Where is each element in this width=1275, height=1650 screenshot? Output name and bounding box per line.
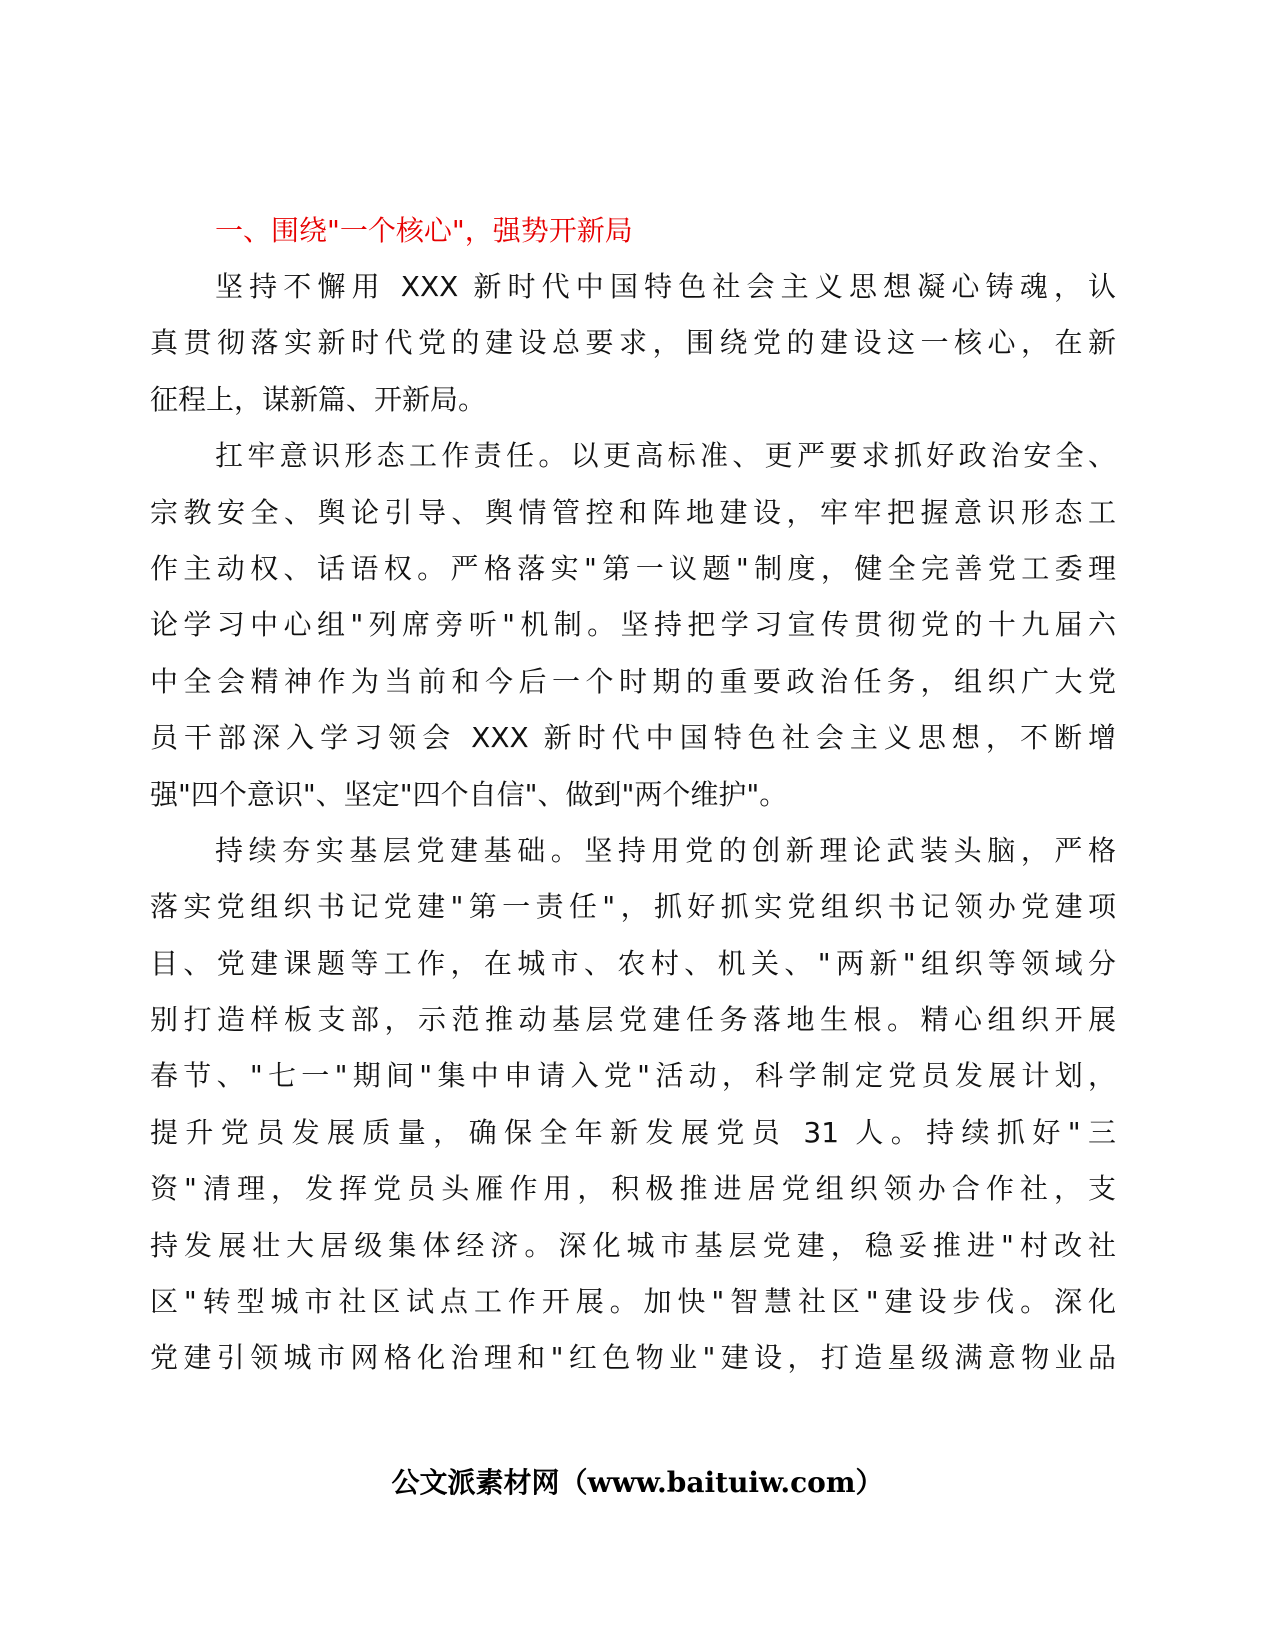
paragraph-line: 提升党员发展质量，确保全年新发展党员 31 人。持续抓好"三 — [150, 1115, 1116, 1149]
paragraph-grassroots — [150, 823, 1116, 1387]
paragraph-line: 持发展壮大居级集体经济。深化城市基层党建，稳妥推进"村改社 — [150, 1228, 1116, 1262]
paragraph-line: 强"四个意识"、坚定"四个自信"、做到"两个维护"。 — [150, 777, 788, 811]
paragraph-line: 作主动权、话语权。严格落实"第一议题"制度，健全完善党工委理 — [150, 551, 1116, 585]
paragraph-line: 区"转型城市社区试点工作开展。加快"智慧社区"建设步伐。深化 — [150, 1285, 1116, 1319]
paragraph-ideology — [150, 428, 1116, 823]
section-heading: 一、围绕"一个核心"，强势开新局 — [215, 214, 633, 247]
paragraph-line: 论学习中心组"列席旁听"机制。坚持把学习宣传贯彻党的十九届六 — [150, 608, 1116, 642]
paragraph-line: 中全会精神作为当前和今后一个时期的重要政治任务，组织广大党 — [150, 664, 1116, 698]
paragraph-line: 持续夯实基层党建基础。坚持用党的创新理论武装头脑，严格 — [215, 833, 1116, 867]
paragraph-line: 员干部深入学习领会 XXX 新时代中国特色社会主义思想，不断增 — [150, 721, 1116, 755]
paragraph-line: 坚持不懈用 XXX 新时代中国特色社会主义思想凝心铸魂，认 — [215, 270, 1116, 303]
paragraph-line: 目、党建课题等工作，在城市、农村、机关、"两新"组织等领域分 — [150, 946, 1116, 980]
paragraph-line: 别打造样板支部，示范推动基层党建任务落地生根。精心组织开展 — [150, 1003, 1116, 1037]
paragraph-line: 落实党组织书记党建"第一责任"，抓好抓实党组织书记领办党建项 — [150, 890, 1116, 924]
paragraph-line: 春节、"七一"期间"集中申请入党"活动，科学制定党员发展计划， — [150, 1059, 1116, 1093]
paragraph-line: 宗教安全、舆论引导、舆情管控和阵地建设，牢牢把握意识形态工 — [150, 495, 1116, 529]
paragraph-line: 资"清理，发挥党员头雁作用，积极推进居党组织领办合作社，支 — [150, 1172, 1116, 1206]
paragraph-line: 党建引领城市网格化治理和"红色物业"建设，打造星级满意物业品 — [150, 1341, 1116, 1375]
paragraph-line: 扛牢意识形态工作责任。以更高标准、更严要求抓好政治安全、 — [215, 439, 1116, 473]
document-body — [150, 203, 1116, 1387]
paragraph-line: 征程上，谋新篇、开新局。 — [150, 382, 487, 416]
footer-source: 公文派素材网（www.baituiw.com） — [391, 1466, 884, 1499]
paragraph-intro — [150, 259, 1116, 428]
paragraph-line: 真贯彻落实新时代党的建设总要求，围绕党的建设这一核心，在新 — [150, 326, 1116, 360]
